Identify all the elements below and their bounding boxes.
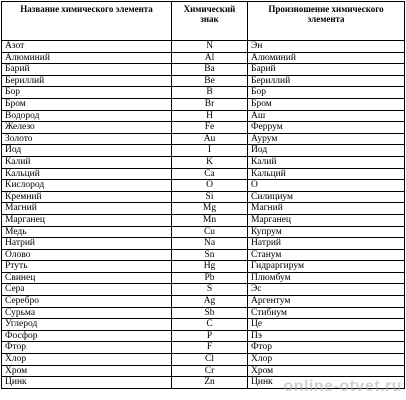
table-row <box>2 203 405 215</box>
table-row <box>2 180 405 192</box>
header-pronunciation: Произношение химического элемента <box>248 2 405 41</box>
element-pronunciation-cell: Эс <box>248 284 405 296</box>
table-row <box>2 249 405 261</box>
element-symbol-cell: Si <box>172 191 248 203</box>
element-pronunciation-cell: Аурум <box>248 133 405 145</box>
table-row <box>2 64 405 76</box>
table-row <box>2 52 405 64</box>
element-pronunciation-cell: Силициум <box>248 191 405 203</box>
element-symbol-cell: Ca <box>172 168 248 180</box>
element-pronunciation-cell: Магний <box>248 203 405 215</box>
element-name-cell: Железо <box>2 122 172 134</box>
element-pronunciation-cell: Пэ <box>248 330 405 342</box>
element-symbol-cell: Zn <box>172 377 248 389</box>
element-symbol-cell: Al <box>172 52 248 64</box>
element-name-cell: Серебро <box>2 296 172 308</box>
element-name-cell: Бериллий <box>2 75 172 87</box>
element-pronunciation-cell: Станум <box>248 249 405 261</box>
element-pronunciation-cell: Феррум <box>248 122 405 134</box>
element-symbol-cell: Mn <box>172 214 248 226</box>
element-name-cell: Алюминий <box>2 52 172 64</box>
element-pronunciation-cell: Бор <box>248 87 405 99</box>
table-header <box>2 2 405 41</box>
table-row <box>2 214 405 226</box>
element-name-cell: Йод <box>2 145 172 157</box>
element-pronunciation-cell: Хлор <box>248 354 405 366</box>
element-symbol-cell: Ba <box>172 64 248 76</box>
elements-table-container <box>1 1 404 389</box>
element-name-cell: Золото <box>2 133 172 145</box>
table-row <box>2 296 405 308</box>
element-symbol-cell: Br <box>172 98 248 110</box>
element-symbol-cell: S <box>172 284 248 296</box>
element-pronunciation-cell: Аш <box>248 110 405 122</box>
element-symbol-cell: O <box>172 180 248 192</box>
element-pronunciation-cell: Купрум <box>248 226 405 238</box>
table-row <box>2 330 405 342</box>
element-name-cell: Магний <box>2 203 172 215</box>
element-name-cell: Медь <box>2 226 172 238</box>
table-row <box>2 122 405 134</box>
table-row <box>2 145 405 157</box>
element-name-cell: Барий <box>2 64 172 76</box>
element-pronunciation-cell: Гидраргирум <box>248 261 405 273</box>
table-row <box>2 133 405 145</box>
table-row <box>2 284 405 296</box>
element-symbol-cell: B <box>172 87 248 99</box>
watermark-text: online-otvet.ru <box>283 378 402 395</box>
table-row <box>2 261 405 273</box>
element-pronunciation-cell: Це <box>248 319 405 331</box>
element-name-cell: Бор <box>2 87 172 99</box>
table-row <box>2 307 405 319</box>
element-symbol-cell: H <box>172 110 248 122</box>
table-row <box>2 365 405 377</box>
element-name-cell: Кальций <box>2 168 172 180</box>
table-row <box>2 110 405 122</box>
element-pronunciation-cell: О <box>248 180 405 192</box>
table-row <box>2 342 405 354</box>
element-pronunciation-cell: Цинк <box>248 377 405 389</box>
element-name-cell: Сурьма <box>2 307 172 319</box>
element-pronunciation-cell: Натрий <box>248 238 405 250</box>
element-symbol-cell: Fe <box>172 122 248 134</box>
element-pronunciation-cell: Фтор <box>248 342 405 354</box>
element-name-cell: Ртуть <box>2 261 172 273</box>
element-pronunciation-cell: Аргентум <box>248 296 405 308</box>
element-name-cell: Олово <box>2 249 172 261</box>
table-row <box>2 75 405 87</box>
table-row <box>2 168 405 180</box>
table-body <box>2 41 405 389</box>
element-symbol-cell: Cl <box>172 354 248 366</box>
element-symbol-cell: Ag <box>172 296 248 308</box>
element-name-cell: Калий <box>2 156 172 168</box>
element-name-cell: Кремний <box>2 191 172 203</box>
element-name-cell: Водород <box>2 110 172 122</box>
element-name-cell: Свинец <box>2 272 172 284</box>
element-pronunciation-cell: Эн <box>248 41 405 53</box>
element-name-cell: Бром <box>2 98 172 110</box>
element-name-cell: Углерод <box>2 319 172 331</box>
element-pronunciation-cell: Марганец <box>248 214 405 226</box>
element-symbol-cell: Sn <box>172 249 248 261</box>
element-name-cell: Азот <box>2 41 172 53</box>
element-symbol-cell: K <box>172 156 248 168</box>
element-name-cell: Хром <box>2 365 172 377</box>
header-element-name: Название химического элемента <box>2 2 172 41</box>
element-pronunciation-cell: Барий <box>248 64 405 76</box>
element-symbol-cell: Hg <box>172 261 248 273</box>
table-row <box>2 319 405 331</box>
element-name-cell: Хлор <box>2 354 172 366</box>
element-symbol-cell: C <box>172 319 248 331</box>
table-row <box>2 272 405 284</box>
element-symbol-cell: Na <box>172 238 248 250</box>
element-name-cell: Фтор <box>2 342 172 354</box>
table-row <box>2 191 405 203</box>
element-name-cell: Цинк <box>2 377 172 389</box>
element-pronunciation-cell: Калий <box>248 156 405 168</box>
element-symbol-cell: I <box>172 145 248 157</box>
table-row <box>2 238 405 250</box>
element-name-cell: Сера <box>2 284 172 296</box>
table-row <box>2 226 405 238</box>
table-row <box>2 87 405 99</box>
element-symbol-cell: Sb <box>172 307 248 319</box>
table-row <box>2 98 405 110</box>
element-symbol-cell: F <box>172 342 248 354</box>
table-row <box>2 156 405 168</box>
element-symbol-cell: Au <box>172 133 248 145</box>
element-symbol-cell: Cr <box>172 365 248 377</box>
element-pronunciation-cell: Бром <box>248 98 405 110</box>
element-pronunciation-cell: Алюминий <box>248 52 405 64</box>
element-symbol-cell: P <box>172 330 248 342</box>
element-name-cell: Натрий <box>2 238 172 250</box>
element-symbol-cell: Pb <box>172 272 248 284</box>
element-name-cell: Кислород <box>2 180 172 192</box>
element-name-cell: Марганец <box>2 214 172 226</box>
element-pronunciation-cell: Хром <box>248 365 405 377</box>
table-row <box>2 41 405 53</box>
element-name-cell: Фосфор <box>2 330 172 342</box>
element-pronunciation-cell: Кальций <box>248 168 405 180</box>
element-pronunciation-cell: Стибиум <box>248 307 405 319</box>
chemical-elements-table <box>1 1 405 389</box>
element-symbol-cell: Mg <box>172 203 248 215</box>
element-symbol-cell: N <box>172 41 248 53</box>
element-pronunciation-cell: Бериллий <box>248 75 405 87</box>
element-pronunciation-cell: Плюмбум <box>248 272 405 284</box>
element-symbol-cell: Cu <box>172 226 248 238</box>
element-symbol-cell: Be <box>172 75 248 87</box>
header-row <box>2 2 405 41</box>
element-pronunciation-cell: Йод <box>248 145 405 157</box>
header-chemical-symbol: Химический знак <box>172 2 248 41</box>
table-row <box>2 377 405 389</box>
table-row <box>2 354 405 366</box>
